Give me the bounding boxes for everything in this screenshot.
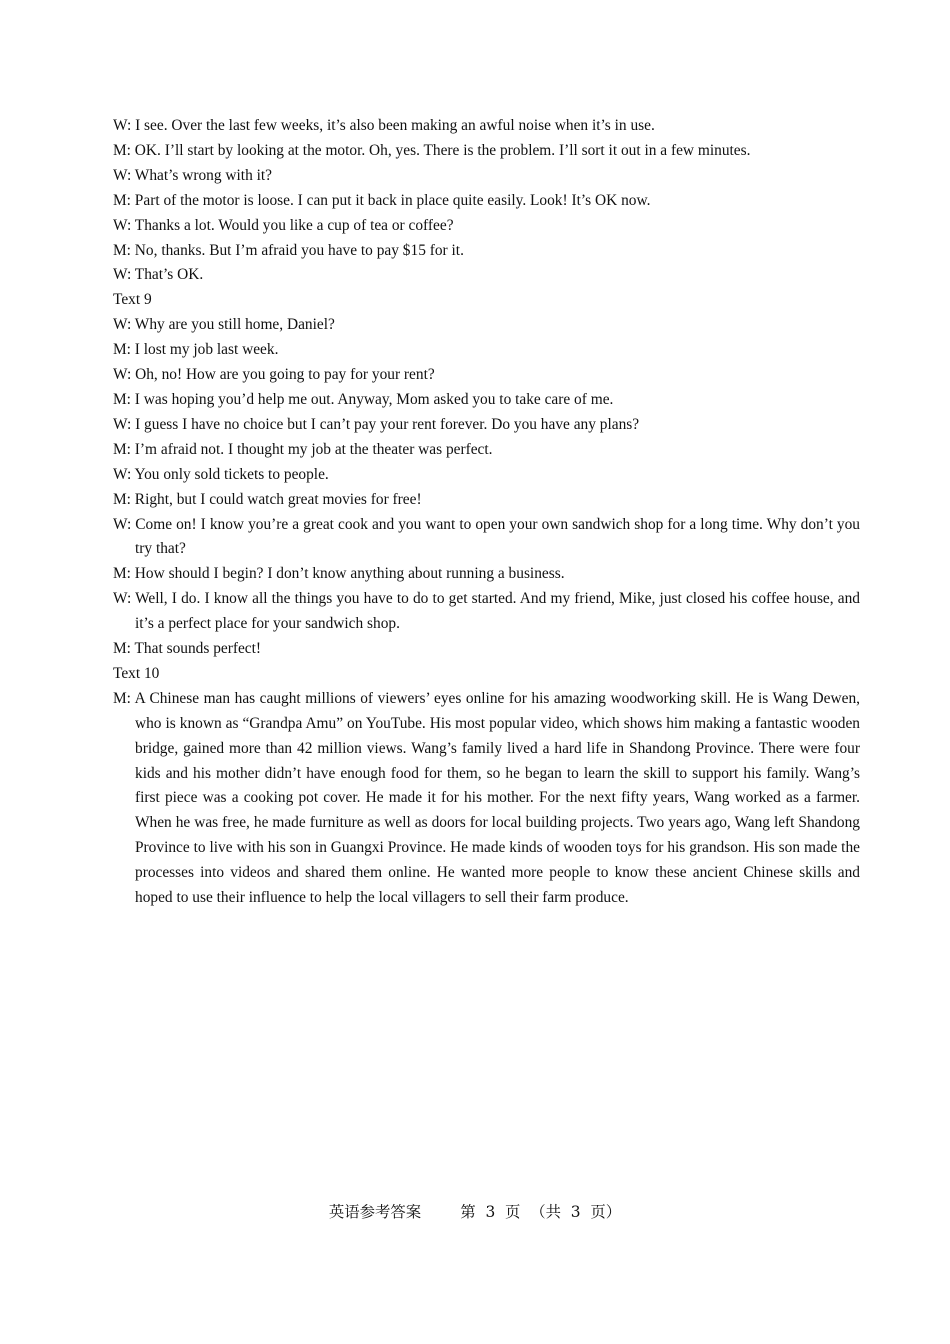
dialogue-line: W: I see. Over the last few weeks, it’s also been making an awful noise when it’s in use. [113,117,655,134]
dialogue-line: W: You only sold tickets to people. [113,465,329,483]
dialogue-line: M: Part of the motor is loose. I can put it back in place quite easily. Look! It’s OK now. [113,191,651,209]
dialogue-line: M: No, thanks. But I’m afraid you have to pay $15 for it. [113,241,464,259]
section-heading-text-10: Text 10 [113,664,160,682]
page-footer: 英语参考答案 第 3 页 （共 3 页） [328,1203,622,1221]
section-heading-text-9: Text 9 [113,291,152,309]
dialogue-line: W: What’s wrong with it? [113,166,273,184]
dialogue-line: M: OK. I’ll start by looking at the motor. Oh, yes. There is the problem. I’ll sort it out in a few minutes. [113,141,751,159]
dialogue-line: W: That’s OK. [113,266,204,284]
monologue-paragraph: M: A Chinese man has caught millions of viewers’ eyes online for his amazing woodworking skill. He is Wang Dewen, who is known as “Grandpa Amu” on YouTube. His most popular video, which shows him making a fantastic wooden bridge, gained more than 42 million views. Wang’s family lived a hard life in Shandong Province. There were four kids and his mother didn’t have enough food for them, so he began to learn the skill to support his family. Wang’s first piece was a cooking pot cover. He made it for his mother. For the next fifty years, Wang worked as a farmer. When he was free, he made furniture as well as doors for local building projects. Two years ago, Wang left Shandong Province to live with his son in Guangxi Province. He made kinds of wooden toys for his grandson. His son made the processes into videos and shared them online. He wanted more people to know these ancient Chinese skills and hoped to use their influence to help the local villagers to sell their farm produce. [113,689,860,907]
dialogue-line: M: That sounds perfect! [113,640,262,658]
dialogue-line: M: Right, but I could watch great movies for free! [113,490,422,508]
dialogue-line: W: Well, I do. I know all the things you have to do to get started. And my friend, Mike, just closed his coffee house, and it’s a perfect place for your sandwich shop. [113,590,860,633]
dialogue-line: M: How should I begin? I don’t know anything about running a business. [113,565,565,583]
dialogue-line: W: Come on! I know you’re a great cook and you want to open your own sandwich shop for a long time. Why don’t you try that? [113,515,860,558]
dialogue-line: W: Why are you still home, Daniel? [113,316,335,334]
dialogue-line: M: I was hoping you’d help me out. Anyway, Mom asked you to take care of me. [113,390,614,408]
transcript-body [113,114,860,911]
dialogue-line: W: I guess I have no choice but I can’t pay your rent forever. Do you have any plans? [113,415,640,433]
dialogue-line: M: I’m afraid not. I thought my job at the theater was perfect. [113,440,493,458]
dialogue-line: W: Oh, no! How are you going to pay for your rent? [113,366,435,384]
dialogue-line: W: Thanks a lot. Would you like a cup of tea or coffee? [113,216,454,234]
dialogue-line: M: I lost my job last week. [113,341,279,359]
